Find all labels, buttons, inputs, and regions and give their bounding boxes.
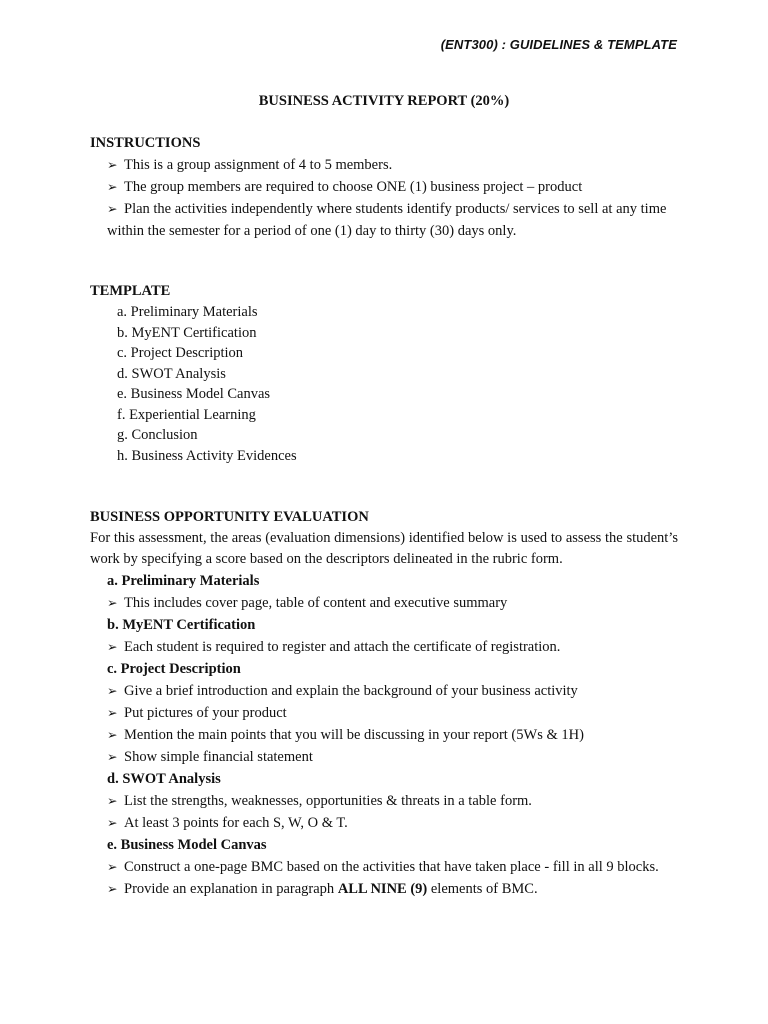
evaluation-item-text: List the strengths, weaknesses, opportunities & threats in a table form.: [124, 793, 532, 809]
evaluation-item: [107, 636, 678, 658]
arrow-bullet-icon: ➢: [107, 596, 118, 610]
evaluation-item-text: Show simple financial statement: [124, 749, 313, 765]
evaluation-item: [107, 680, 678, 702]
evaluation-item-text: At least 3 points for each S, W, O & T.: [124, 815, 348, 831]
template-heading: TEMPLATE: [90, 283, 171, 299]
instruction-text: The group members are required to choose ONE (1) business project – product: [124, 179, 583, 195]
evaluation-section-title: a. Preliminary Materials: [107, 573, 260, 589]
template-item: a. Preliminary Materials: [117, 304, 258, 320]
arrow-bullet-icon: ➢: [107, 860, 118, 874]
evaluation-item: [107, 812, 678, 834]
arrow-bullet-icon: ➢: [107, 640, 118, 654]
template-item: b. MyENT Certification: [117, 324, 257, 341]
evaluation-section-title: c. Project Description: [107, 661, 241, 677]
evaluation-item: [107, 790, 678, 812]
evaluation-item-text: Mention the main points that you will be discussing in your report (5Ws & 1H): [124, 727, 584, 743]
template-item: h. Business Activity Evidences: [117, 447, 297, 464]
instruction-item: [107, 198, 678, 242]
arrow-bullet-icon: ➢: [107, 202, 118, 216]
evaluation-item-text: Each student is required to register and attach the certificate of registration.: [124, 639, 561, 655]
evaluation-item: [107, 856, 678, 878]
evaluation-item: [107, 878, 678, 900]
evaluation-intro: For this assessment, the areas (evaluation dimensions) identified below is used to assess the student’s work by specifying a score based on the descriptors delineated in the rubric form.: [90, 530, 678, 567]
evaluation-item: [107, 746, 678, 768]
evaluation-item-text: This includes cover page, table of content and executive summary: [124, 595, 508, 611]
bmc-text-suffix: elements of BMC.: [427, 881, 538, 897]
template-item: d. SWOT Analysis: [117, 365, 226, 382]
arrow-bullet-icon: ➢: [107, 750, 118, 764]
evaluation-item: [107, 702, 678, 724]
instruction-item: [107, 154, 678, 176]
evaluation-item: [107, 592, 678, 614]
evaluation-item-text: Put pictures of your product: [124, 705, 287, 721]
bmc-emphasis: ALL NINE (9): [337, 881, 428, 897]
instructions-heading: INSTRUCTIONS: [90, 135, 201, 151]
template-item: e. Business Model Canvas: [117, 386, 271, 402]
arrow-bullet-icon: ➢: [107, 882, 118, 896]
evaluation-section-title: d. SWOT Analysis: [107, 771, 221, 787]
bmc-text-prefix: Provide an explanation in paragraph: [124, 881, 338, 897]
arrow-bullet-icon: ➢: [107, 180, 118, 194]
evaluation-item-text: Give a brief introduction and explain the background of your business activity: [124, 683, 578, 699]
arrow-bullet-icon: ➢: [107, 794, 118, 808]
arrow-bullet-icon: ➢: [107, 706, 118, 720]
template-item: g. Conclusion: [117, 427, 198, 443]
evaluation-item: [107, 724, 678, 746]
arrow-bullet-icon: ➢: [107, 816, 118, 830]
instruction-item: [107, 176, 678, 198]
document-body: [90, 133, 678, 900]
template-item: c. Project Description: [117, 345, 244, 361]
evaluation-item-text: [124, 878, 538, 900]
header-tag: (ENT300) : GUIDELINES & TEMPLATE: [440, 37, 677, 52]
evaluation-section-title: e. Business Model Canvas: [107, 837, 267, 853]
instruction-text: Plan the activities independently where students identify products/ services to sell at any time within the semester for a period of one (1) day to thirty (30) days only.: [107, 201, 667, 239]
arrow-bullet-icon: ➢: [107, 728, 118, 742]
arrow-bullet-icon: ➢: [107, 684, 118, 698]
template-item: f. Experiential Learning: [117, 406, 256, 423]
arrow-bullet-icon: ➢: [107, 158, 118, 172]
page-title: BUSINESS ACTIVITY REPORT (20%): [258, 93, 510, 109]
template-list: [117, 302, 678, 466]
evaluation-heading: BUSINESS OPPORTUNITY EVALUATION: [90, 509, 369, 525]
evaluation-section-title: b. MyENT Certification: [107, 617, 256, 633]
evaluation-item-text: Construct a one-page BMC based on the activities that have taken place - fill in all 9 blocks.: [124, 859, 659, 875]
instruction-text: This is a group assignment of 4 to 5 members.: [124, 157, 393, 173]
